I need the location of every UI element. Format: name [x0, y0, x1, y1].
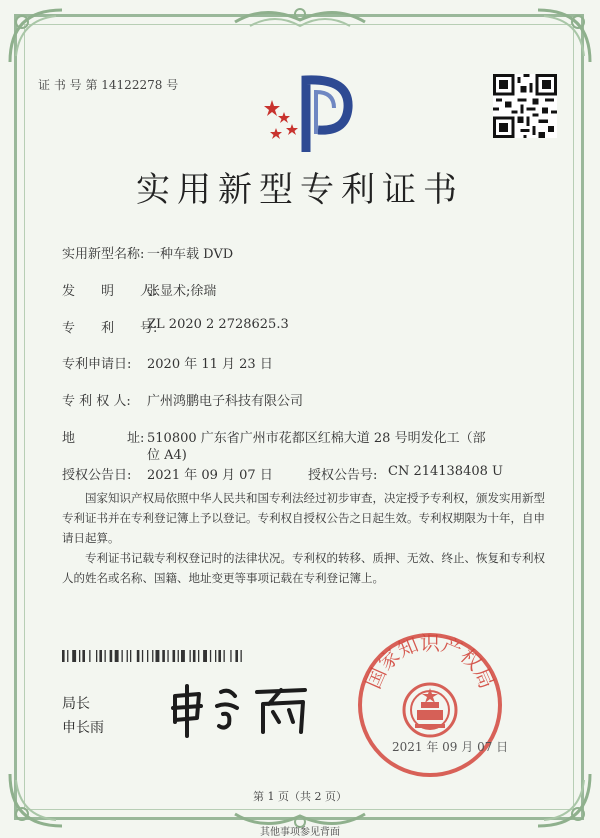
certificate-title: 实用新型专利证书: [136, 170, 464, 210]
grant-no-value: CN 214138408 U: [388, 464, 503, 479]
field-filing-date-label: 专利申请日:: [62, 357, 132, 372]
cert-no-value: 14122278: [101, 78, 163, 92]
grant-no-label: 授权公告号:: [308, 468, 378, 483]
field-filing-date-value: 2020 年 11 月 23 日: [147, 357, 273, 372]
handwritten-signature-icon: [165, 678, 315, 738]
field-name-value: 一种车载 DVD: [147, 247, 234, 262]
cert-no-suffix: 号: [166, 78, 179, 92]
field-patent-no-value: ZL 2020 2 2728625.3: [147, 317, 289, 332]
corner-ornament-icon: [6, 6, 66, 66]
legal-status-paragraph: 专利证书记载专利权登记时的法律状况。专利权的转移、质押、无效、终止、恢复和专利权人的姓名或名称、国籍、地址变更等事项记载在专利登记簿上。: [62, 551, 545, 585]
barcode-icon: [62, 650, 300, 662]
field-address-value-line2: 位 A4): [147, 448, 187, 463]
seal-date: 2021 年 09 月 07 日: [392, 740, 509, 754]
grant-statement-paragraph: 国家知识产权局依照中华人民共和国专利法经过初步审查，决定授予专利权，颁发实用新型专利证书并在专利登记簿上予以登记。专利权自授权公告之日起生效。专利权期限为十年，自申请日起算。: [62, 491, 545, 545]
grant-date-value: 2021 年 09 月 07 日: [147, 468, 273, 483]
field-name-label: 实用新型名称:: [62, 247, 145, 262]
grant-date-label: 授权公告日:: [62, 468, 132, 483]
page-number: 第 1 页（共 2 页）: [253, 790, 347, 803]
field-address-label: 地 址:: [62, 431, 145, 446]
cnipa-logo-icon: [262, 72, 354, 154]
field-patent-no-label: 专 利 号:: [62, 321, 158, 336]
official-seal-icon: [355, 630, 505, 780]
cert-no-label: 证 书 号 第: [38, 78, 98, 92]
svg-text:国家知识产权局: 国家知识产权局: [360, 630, 500, 693]
field-address-value: 510800 广东省广州市花都区红棉大道 28 号明发化工（部: [147, 431, 486, 446]
director-name: 申长雨: [62, 720, 104, 736]
qr-code-icon: [493, 74, 557, 138]
director-title: 局长: [62, 696, 90, 712]
field-inventor-value: 张显术;徐瑞: [147, 284, 217, 299]
certificate-number: [38, 76, 178, 93]
field-patentee-value: 广州鸿鹏电子科技有限公司: [147, 394, 304, 409]
top-ornament-icon: [230, 2, 370, 32]
field-inventor-label: 发 明 人:: [62, 284, 158, 299]
field-patentee-label: 专 利 权 人:: [62, 394, 131, 409]
footer-note: 其他事项参见背面: [260, 827, 340, 838]
corner-ornament-icon: [534, 6, 594, 66]
